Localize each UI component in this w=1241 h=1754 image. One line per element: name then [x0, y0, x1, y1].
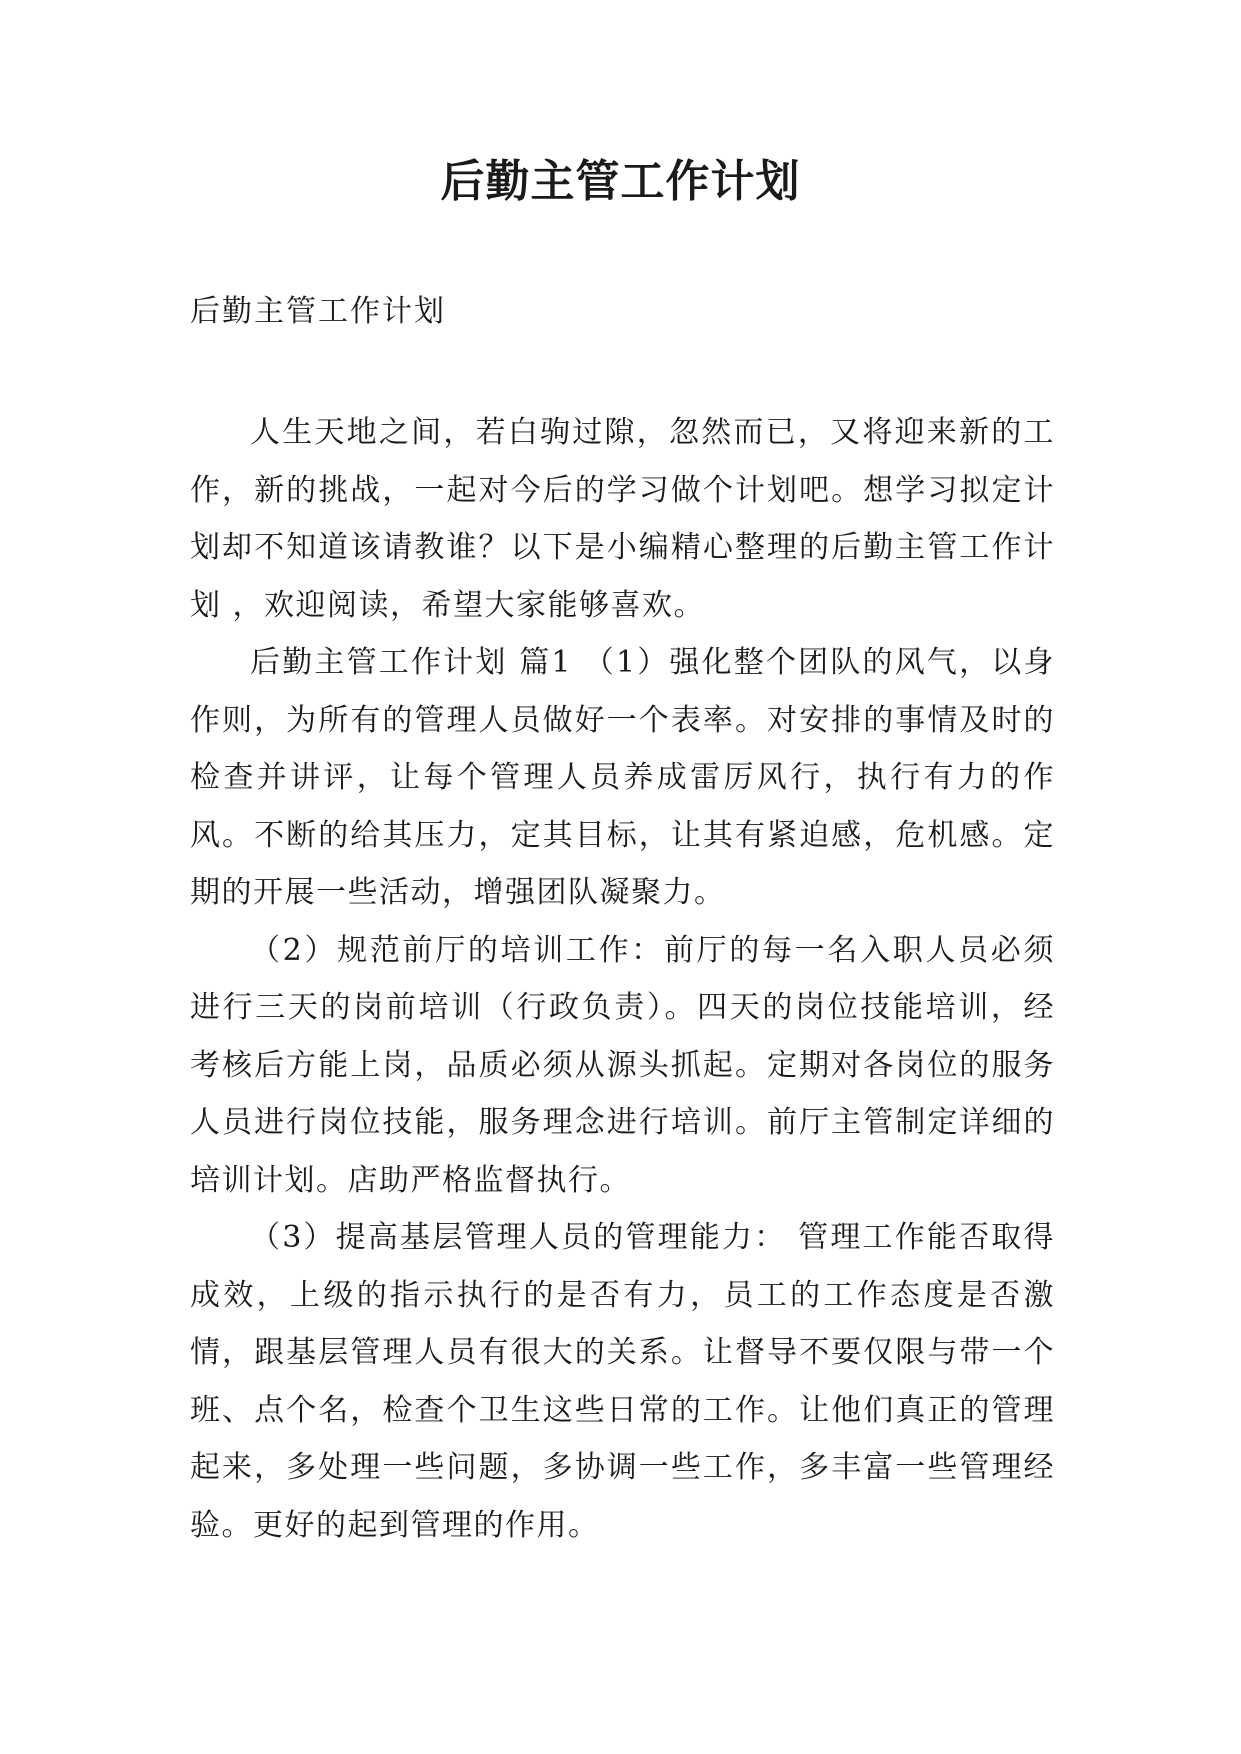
paragraph-section-1: 后勤主管工作计划 篇1 （1）强化整个团队的风气，以身作则，为所有的管理人员做好一个表率。对安排的事情及时的检查并讲评，让每个管理人员养成雷厉风行，执行有力的作风。不断的给其压力，定其目标，让其有紧迫感，危机感。定期的开展一些活动，增强团队凝聚力。 [190, 645, 1055, 910]
paragraph-section-2: （2）规范前厅的培训工作：前厅的每一名入职人员必须进行三天的岗前培训（行政负责）。四天的岗位技能培训，经考核后方能上岗，品质必须从源头抓起。定期对各岗位的服务人员进行岗位技能，服务理念进行培训。前厅主管制定详细的培训计划。店助严格监督执行。 [190, 932, 1055, 1198]
paragraph-section-3: （3）提高基层管理人员的管理能力： 管理工作能否取得成效，上级的指示执行的是否有力，员工的工作态度是否激情，跟基层管理人员有很大的关系。让督导不要仅限与带一个班、点个名，检查个卫生这些日常的工作。让他们真正的管理起来，多处理一些问题，多协调一些工作，多丰富一些管理经验。更好的起到管理的作用。 [190, 1220, 1055, 1543]
document-subtitle: 后勤主管工作计划 [190, 294, 446, 329]
document-body [190, 404, 1055, 1554]
document-title: 后勤主管工作计划 [440, 156, 801, 207]
paragraph-intro: 人生天地之间，若白驹过隙，忽然而已，又将迎来新的工作，新的挑战，一起对今后的学习做个计划吧。想学习拟定计划却不知道该请教谁？以下是小编精心整理的后勤主管工作计划 ，欢迎阅读，希望大家能够喜欢。 [190, 415, 1055, 623]
